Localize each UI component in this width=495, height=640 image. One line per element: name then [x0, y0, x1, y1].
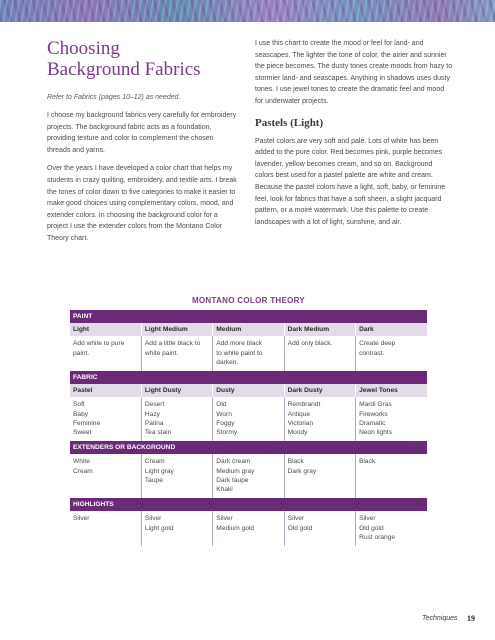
- page-number: 19: [467, 614, 475, 623]
- column-header: Jewel Tones: [356, 384, 427, 397]
- cell-line: to white paint to: [216, 349, 263, 357]
- cell-line: Silver: [359, 515, 376, 523]
- footer-section: Techniques: [422, 615, 458, 622]
- table-cell: [141, 454, 212, 498]
- column-header: Dark: [356, 323, 427, 336]
- cell-line: Medium gray: [216, 467, 255, 475]
- table-cell: [356, 511, 427, 546]
- cell-line: Desert: [144, 401, 165, 409]
- cell-line: Light gray: [144, 467, 174, 475]
- section-label: HIGHLIGHTS: [70, 498, 427, 511]
- cell-line: Rust orange: [359, 533, 395, 541]
- title-line-1: Choosing: [47, 38, 120, 59]
- cell-line: Dramatic: [359, 419, 386, 427]
- section-row-highlights: [70, 498, 427, 511]
- cell-line: Khaki: [216, 486, 233, 494]
- table-cell: [141, 336, 212, 371]
- cell-line: Old gold: [287, 524, 313, 532]
- left-paragraph-1: I choose my background fabrics very carefully for embroidery projects. The background fabric acts as a foundation, providing texture and color to complement the chosen threads and yarns.: [47, 112, 237, 154]
- table-cell: [213, 454, 284, 498]
- right-paragraph-1: I use this chart to create the mood or feel for land- and seascapes. The lighter the tone of color, the airier and sunnier the piece becomes. The dusty tones create moods from hazy to stormier land- and seascapes. Anything in shadows uses dusty tones. I use jewel tones to create the dramatic feel and mood for underwater projects.: [255, 40, 453, 105]
- column-header: Dusty: [213, 384, 284, 397]
- right-paragraph-2: Pastel colors are very soft and pale. Lots of white has been added to the pure color. Red becomes pink, purple becomes lavender, yellow becomes cream, and so on. Background colors best used for a pastel palette are white and cream. Because the pastel colors have a light, soft, baby, or feminine feel, look for fabrics that have a soft sheen, a slight jacquard pattern, or a moiré watermark. Use this palette to create landscapes with a lot of light, sunshine, and air.: [255, 137, 446, 226]
- section-row-paint: [70, 310, 427, 323]
- cell-line: Add only black.: [287, 340, 333, 348]
- cell-line: Neon lights: [359, 429, 393, 437]
- data-row-extenders: [70, 454, 427, 498]
- right-column: [255, 38, 453, 228]
- table-cell: [284, 336, 355, 371]
- cell-line: Soft: [73, 401, 85, 409]
- cell-line: Dark gray: [287, 467, 317, 475]
- table-cell: [70, 511, 141, 546]
- cell-line: darken.: [216, 358, 239, 366]
- table-cell: [284, 397, 355, 441]
- cell-line: Add more black: [216, 340, 263, 348]
- column-header: Light Medium: [141, 323, 212, 336]
- cell-line: Cream: [144, 458, 165, 466]
- cell-line: Black: [359, 458, 376, 466]
- page-title: [47, 38, 237, 80]
- cell-line: Silver: [216, 515, 233, 523]
- table-cell: [213, 511, 284, 546]
- section-label: PAINT: [70, 310, 427, 323]
- cell-line: Taupe: [144, 476, 163, 484]
- cell-line: contrast.: [359, 349, 385, 357]
- cell-line: Old gold: [359, 524, 384, 532]
- cell-line: Antique: [287, 410, 311, 418]
- table-cell: [284, 511, 355, 546]
- cell-line: Medium gold: [216, 524, 255, 532]
- cell-line: Sweet: [73, 429, 92, 437]
- column-header: Dark Medium: [284, 323, 355, 336]
- cell-line: Hazy: [144, 410, 160, 418]
- cell-line: Mardi Gras: [359, 401, 392, 409]
- table-cell: [70, 336, 141, 371]
- table-cell: [356, 397, 427, 441]
- table-cell: [356, 336, 427, 371]
- cell-line: white paint.: [144, 349, 179, 357]
- table-cell: [213, 336, 284, 371]
- cell-line: Stormy: [216, 429, 238, 437]
- table-cell: [141, 511, 212, 546]
- column-header: Pastel: [70, 384, 141, 397]
- cell-line: Foggy: [216, 419, 235, 427]
- column-header: Medium: [213, 323, 284, 336]
- column-header: Light Dusty: [141, 384, 212, 397]
- left-paragraph-2: Over the years I have developed a color chart that helps my students in crazy quilting, embroidery, and textile arts. I break the tones of color down to five categories to make it easier to make good choices using complementary colors, mood, and extender colors. In choosing the background color for a project I use the extender colors from the Montano Color Theory chart.: [47, 165, 237, 242]
- cell-line: Tea stain: [144, 429, 172, 437]
- cell-line: Worn: [216, 410, 232, 418]
- column-header: Light: [70, 323, 141, 336]
- data-row-highlights: [70, 511, 427, 546]
- cell-line: Black: [287, 458, 304, 466]
- color-theory-table: [70, 310, 427, 546]
- cell-line: Add a little black to: [144, 340, 201, 348]
- table-cell: [70, 454, 141, 498]
- cell-line: Moody: [287, 429, 308, 437]
- cell-line: Silver: [144, 515, 162, 523]
- section-row-fabric: [70, 371, 427, 384]
- left-column: [47, 38, 237, 245]
- cell-line: Dark taupe: [216, 476, 249, 484]
- cell-line: Patina: [144, 419, 164, 427]
- cell-line: Baby: [73, 410, 89, 418]
- header-row-paint: [70, 323, 427, 336]
- title-line-2: Background Fabrics: [47, 59, 201, 80]
- cell-line: Victorian: [287, 419, 314, 427]
- cell-line: White: [73, 458, 90, 466]
- table-cell: [356, 454, 427, 498]
- cell-line: Feminine: [73, 419, 101, 427]
- table-cell: [141, 397, 212, 441]
- table-title: MONTANO COLOR THEORY: [191, 296, 306, 305]
- cell-line: Light gold: [144, 524, 174, 532]
- data-row-paint: [70, 336, 427, 371]
- section-label: FABRIC: [70, 371, 427, 384]
- cell-line: paint.: [73, 349, 90, 357]
- section-row-extenders: [70, 441, 427, 454]
- table-cell: [70, 397, 141, 441]
- refer-note: Refer to Fabrics (pages 10–12) as needed.: [47, 94, 181, 101]
- cell-line: Silver: [287, 515, 305, 523]
- cell-line: Add white to pure: [73, 340, 125, 348]
- column-header: Dark Dusty: [284, 384, 355, 397]
- section-label: EXTENDERS OR BACKGROUND: [70, 441, 427, 454]
- cell-line: Fireworks: [359, 410, 388, 418]
- table-cell: [213, 397, 284, 441]
- data-row-fabric: [70, 397, 427, 441]
- cell-line: Create deep: [359, 340, 396, 348]
- header-row-fabric: [70, 384, 427, 397]
- decorative-banner: [0, 0, 495, 22]
- cell-line: Dark cream: [216, 458, 251, 466]
- cell-line: Silver: [73, 515, 90, 523]
- subhead-pastels: Pastels (Light): [255, 116, 324, 129]
- table-cell: [284, 454, 355, 498]
- cell-line: Old: [216, 401, 227, 409]
- cell-line: Cream: [73, 467, 93, 475]
- cell-line: Rembrandt: [287, 401, 321, 409]
